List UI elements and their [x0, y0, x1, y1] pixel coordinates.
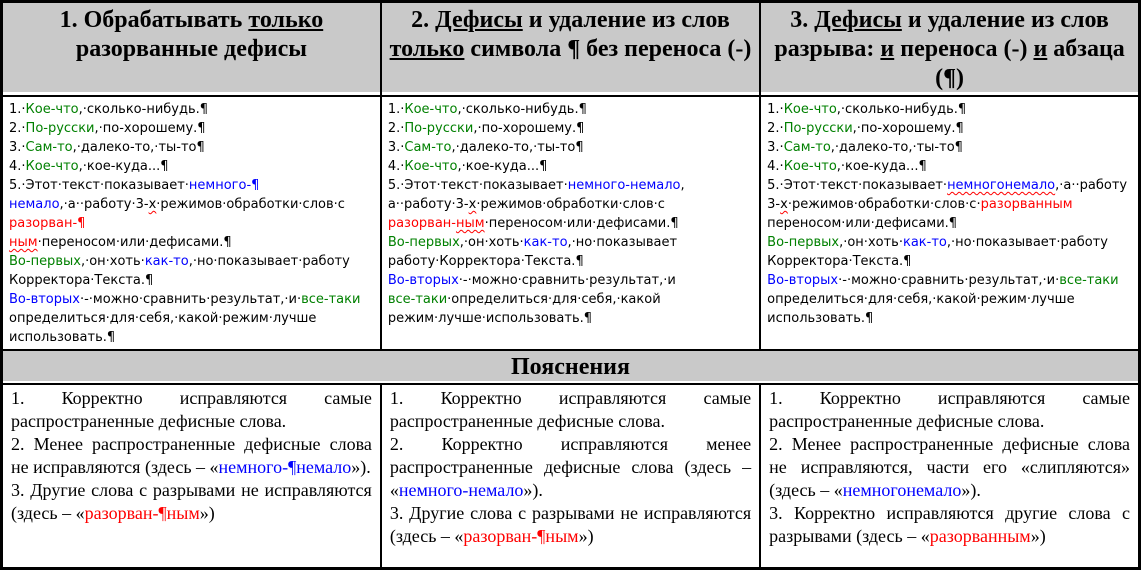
- text-segment: Во-вторых: [9, 292, 80, 307]
- text-line: [390, 433, 751, 502]
- text-segment: 1. Обрабатывать: [59, 7, 249, 33]
- text-segment: ,·сколько-нибудь.¶: [457, 102, 587, 117]
- text-segment: ,·по-хорошему.¶: [94, 121, 206, 136]
- text-segment: По-русски: [404, 121, 474, 136]
- text-line: [11, 479, 372, 525]
- text-segment: ·определиться·для·себя,·какой: [447, 292, 661, 307]
- text-segment: Кое-что: [783, 159, 837, 174]
- text-segment: разорван-¶: [9, 216, 86, 231]
- text-segment: определиться·для·себя,·какой·режим·лучше: [767, 292, 1075, 307]
- text-segment: Дефисы: [435, 7, 523, 33]
- text-segment: ,·а··работу·3-: [59, 197, 149, 212]
- text-segment: только: [248, 7, 324, 33]
- text-segment: определиться·для·себя,·какой·режим·лучше: [9, 311, 317, 326]
- text-line: [388, 176, 755, 195]
- text-line: [9, 328, 376, 347]
- text-segment: 2.: [411, 7, 436, 33]
- text-segment: и удаление из слов разрыва:: [774, 7, 1109, 62]
- text-segment: ным: [455, 216, 485, 231]
- mode1-header-cell: [2, 2, 381, 97]
- text-segment: ,·по-хорошему.¶: [852, 121, 964, 136]
- text-segment: 5.·Этот·текст·показывает·: [767, 178, 948, 193]
- mode2-header-cell: [381, 2, 760, 97]
- explanations-title-row: [2, 350, 1140, 384]
- text-segment: немногонемало: [842, 480, 962, 500]
- text-segment: »).: [961, 480, 981, 500]
- text-segment: все-таки: [1059, 273, 1119, 288]
- text-segment: 2. Менее распространенные дефисные слова не исправляются (здесь – «: [11, 434, 372, 477]
- text-line: [388, 271, 755, 290]
- text-line: [388, 233, 755, 252]
- text-segment: ·-·можно·сравнить·результат,·и·: [79, 292, 302, 307]
- explanations-row: [2, 384, 1140, 569]
- text-segment: ,·далеко-то,·ты-то¶: [72, 140, 205, 155]
- text-segment: ·переносом·или·дефисами.¶: [484, 216, 679, 231]
- mode1-sample-text: [2, 96, 381, 350]
- text-segment: все-таки: [301, 292, 361, 307]
- text-line: [9, 309, 376, 328]
- text-segment: »): [1030, 526, 1046, 546]
- text-line: [9, 290, 376, 309]
- text-segment: 1.·: [387, 102, 405, 117]
- text-segment: и удаление из слов: [522, 7, 730, 33]
- text-line: [11, 387, 372, 433]
- text-line: [388, 138, 755, 157]
- text-segment: ,·но·показывает·работу: [188, 254, 350, 269]
- mode2-sample-text: [381, 96, 760, 350]
- text-segment: Кое-что: [25, 102, 79, 117]
- text-segment: как-то: [144, 254, 189, 269]
- text-segment: 4.·: [387, 159, 405, 174]
- text-line: [388, 157, 755, 176]
- text-segment: ·режимов·обработки·слов·с: [476, 197, 665, 212]
- text-line: [388, 6, 753, 64]
- text-line: [388, 195, 755, 214]
- mode3-sample-text: [760, 96, 1139, 350]
- text-segment: 3.: [790, 7, 815, 33]
- text-segment: как-то: [902, 235, 947, 250]
- text-segment: ,·но·показывает: [567, 235, 678, 250]
- text-segment: ,·кое-куда...¶: [78, 159, 169, 174]
- text-segment: ·режимов·обработки·слов·с: [156, 197, 345, 212]
- text-segment: абзаца (¶): [935, 36, 1125, 91]
- text-segment: ,·по-хорошему.¶: [473, 121, 585, 136]
- text-segment: Во-первых: [767, 235, 840, 250]
- text-segment: 2.·: [9, 121, 26, 136]
- text-segment: х: [148, 197, 157, 212]
- text-line: [9, 119, 376, 138]
- text-line: [9, 6, 374, 64]
- text-segment: ,·сколько-нибудь.¶: [78, 102, 209, 117]
- text-segment: ·режимов·обработки·слов·с·: [787, 197, 981, 212]
- text-segment: 4.·: [9, 159, 26, 174]
- text-line: [9, 271, 376, 290]
- text-line: [11, 433, 372, 479]
- text-segment: и: [880, 36, 895, 62]
- text-segment: только: [389, 36, 465, 62]
- text-segment: 3.·: [767, 140, 784, 155]
- sample-text-row: [2, 96, 1140, 350]
- text-segment: разорван-¶ным: [84, 503, 200, 523]
- text-segment: 3.·: [9, 140, 26, 155]
- text-segment: 1. Корректно исправляются самые распространенные дефисные слова.: [11, 388, 372, 431]
- text-line: [9, 157, 376, 176]
- mode1-explanation: [2, 384, 381, 569]
- text-segment: 1. Корректно исправляются самые распространенные дефисные слова.: [389, 388, 752, 431]
- text-line: [9, 195, 376, 214]
- mode2-explanation: [381, 384, 760, 569]
- text-segment: ным: [9, 235, 38, 250]
- text-line: [767, 157, 1134, 176]
- text-segment: 1.·: [9, 102, 26, 117]
- text-segment: ·-·можно·сравнить·результат,·и: [458, 273, 676, 288]
- text-segment: разорван-¶ным: [463, 526, 579, 546]
- text-line: [767, 252, 1134, 271]
- text-line: [767, 119, 1134, 138]
- text-segment: разорванные дефисы: [75, 36, 307, 62]
- text-segment: ,·но·показывает·работу: [946, 235, 1108, 250]
- text-segment: все-таки: [387, 292, 448, 307]
- text-segment: 5.·Этот·текст·показывает·: [9, 178, 189, 193]
- text-segment: Во-первых: [387, 235, 460, 250]
- text-segment: »): [199, 503, 215, 523]
- text-segment: 2. Корректно исправляются менее распространенные дефисные слова (здесь – «: [389, 434, 752, 500]
- text-segment: Во-вторых: [767, 273, 839, 288]
- text-segment: ,·он·хоть·: [459, 235, 524, 250]
- text-line: [9, 233, 376, 252]
- text-segment: х: [468, 197, 477, 212]
- text-segment: х: [780, 197, 788, 212]
- mode3-header-cell: [760, 2, 1139, 97]
- text-segment: работу·Корректора·Текста.¶: [387, 254, 584, 269]
- text-segment: 3. Корректно исправляются другие слова с разрывами (здесь – «: [769, 503, 1130, 546]
- text-line: [390, 502, 751, 548]
- text-segment: 3. Другие слова с разрывами не исправляются (здесь – «: [11, 480, 372, 523]
- text-line: [388, 290, 755, 309]
- text-segment: По-русски: [25, 121, 95, 136]
- text-segment: немного-немало: [567, 178, 681, 193]
- text-segment: Во-первых: [9, 254, 81, 269]
- text-segment: 3.·: [387, 140, 405, 155]
- text-segment: 2.·: [387, 121, 405, 136]
- text-segment: ,·сколько-нибудь.¶: [836, 102, 967, 117]
- text-line: [767, 176, 1134, 195]
- text-segment: »).: [523, 480, 543, 500]
- text-segment: немного-немало: [398, 480, 524, 500]
- text-line: [767, 290, 1134, 309]
- text-segment: немного-¶немало: [218, 457, 352, 477]
- text-segment: Кое-что: [783, 102, 837, 117]
- text-segment: »): [578, 526, 594, 546]
- text-line: [9, 176, 376, 195]
- text-segment: Сам-то: [404, 140, 452, 155]
- text-line: [388, 252, 755, 271]
- text-segment: Дефисы: [814, 7, 902, 33]
- mode-headers-row: [2, 2, 1140, 97]
- text-segment: ,·далеко-то,·ты-то¶: [451, 140, 584, 155]
- text-line: [388, 100, 755, 119]
- text-segment: Кое-что: [25, 159, 79, 174]
- text-segment: переносом·или·дефисами.¶: [767, 216, 958, 231]
- text-segment: ·-·можно·сравнить·результат,·и·: [838, 273, 1060, 288]
- text-line: [388, 309, 755, 328]
- text-segment: немного-¶: [188, 178, 260, 193]
- text-segment: Кое-что: [404, 159, 458, 174]
- text-segment: немногонемало: [947, 178, 1056, 193]
- text-line: [9, 100, 376, 119]
- text-segment: ,·далеко-то,·ты-то¶: [830, 140, 963, 155]
- text-segment: 1. Корректно исправляются самые распространенные дефисные слова.: [769, 388, 1130, 431]
- text-segment: Сам-то: [25, 140, 73, 155]
- text-segment: 3-: [767, 197, 781, 212]
- text-line: [767, 6, 1132, 93]
- text-line: [388, 119, 755, 138]
- text-segment: Во-вторых: [387, 273, 459, 288]
- text-segment: разорванным: [929, 526, 1031, 546]
- text-line: [767, 195, 1134, 214]
- text-segment: По-русски: [783, 121, 853, 136]
- text-line: [9, 138, 376, 157]
- text-segment: Кое-что: [404, 102, 458, 117]
- text-segment: 4.·: [767, 159, 784, 174]
- text-segment: ,: [680, 178, 685, 193]
- text-segment: 3. Другие слова с разрывами не исправляются (здесь – «: [389, 503, 752, 546]
- text-line: [390, 387, 751, 433]
- text-segment: Корректора·Текста.¶: [9, 273, 154, 288]
- text-segment: символа ¶ без переноса (-): [464, 36, 752, 62]
- text-segment: 2. Менее распространенные дефисные слова не исправляются, части его «слипляются» (здесь – «: [769, 434, 1130, 500]
- text-segment: Сам-то: [783, 140, 831, 155]
- text-line: [769, 433, 1130, 502]
- text-segment: ·переносом·или·дефисами.¶: [37, 235, 232, 250]
- text-line: [9, 214, 376, 233]
- mode3-explanation: [760, 384, 1139, 569]
- text-segment: »).: [351, 457, 371, 477]
- text-segment: ,·кое-куда...¶: [836, 159, 927, 174]
- text-line: [767, 214, 1134, 233]
- text-segment: разорванным: [980, 197, 1073, 212]
- text-segment: ,·он·хоть·: [80, 254, 145, 269]
- text-segment: использовать.¶: [9, 330, 116, 345]
- text-segment: переноса (-): [894, 36, 1034, 62]
- text-segment: режим·лучше·использовать.¶: [387, 311, 593, 326]
- text-segment: Корректора·Текста.¶: [767, 254, 912, 269]
- text-line: [767, 271, 1134, 290]
- text-segment: а··работу·3-: [387, 197, 469, 212]
- text-segment: как-то: [523, 235, 568, 250]
- text-line: [388, 214, 755, 233]
- text-line: [769, 502, 1130, 548]
- text-segment: 5.·Этот·текст·показывает·: [387, 178, 568, 193]
- text-line: [767, 309, 1134, 328]
- text-segment: ,·а··работу: [1055, 178, 1128, 193]
- text-line: [767, 100, 1134, 119]
- text-segment: немало: [9, 197, 60, 212]
- text-line: [9, 252, 376, 271]
- text-segment: и: [1033, 36, 1048, 62]
- text-line: [769, 387, 1130, 433]
- text-segment: 2.·: [767, 121, 784, 136]
- text-line: [767, 138, 1134, 157]
- explanations-title: Пояснения: [2, 350, 1140, 384]
- text-segment: 1.·: [767, 102, 784, 117]
- text-line: [767, 233, 1134, 252]
- text-segment: ,·кое-куда...¶: [457, 159, 548, 174]
- text-segment: ,·он·хоть·: [839, 235, 903, 250]
- text-segment: разорван-: [387, 216, 456, 231]
- text-segment: использовать.¶: [767, 311, 874, 326]
